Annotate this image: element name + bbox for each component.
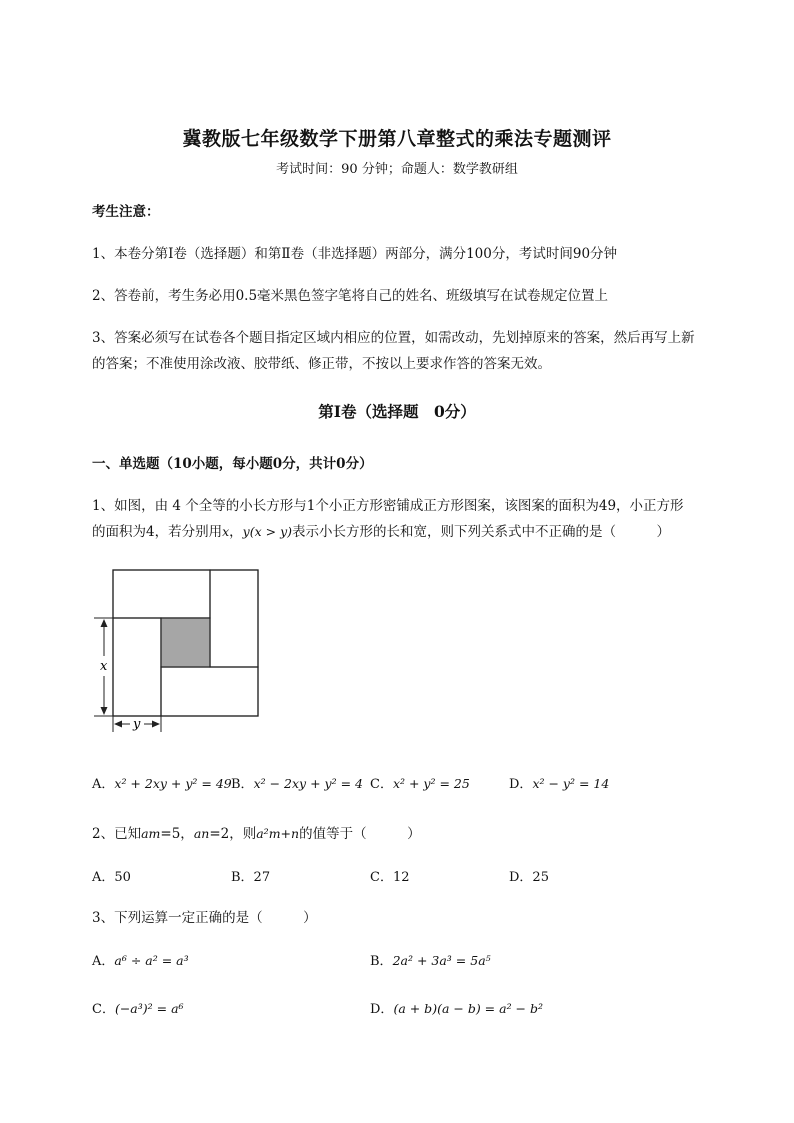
- q3-option-a-label: A．: [92, 954, 115, 969]
- q3-stem: 3、下列运算一定正确的是（ ）: [92, 910, 317, 926]
- q1-option-d[interactable]: [509, 773, 609, 792]
- x-arrow-head-top: [101, 619, 108, 627]
- q1-option-a[interactable]: [92, 773, 232, 792]
- q1-option-a-label: A．: [92, 777, 115, 792]
- notice-item-1: 1、本卷分第Ⅰ卷（选择题）和第Ⅱ卷（非选择题）两部分，满分100分，考试时间90分钟: [92, 246, 618, 262]
- q2-var-an: an: [193, 826, 210, 841]
- q1-option-a-expr: x² + 2xy + y² = 49: [114, 776, 232, 791]
- q1-option-c-expr: x² + y² = 25: [392, 776, 470, 791]
- q1-sep: ，: [229, 524, 243, 540]
- q1-option-b-label: B．: [231, 777, 254, 792]
- q1-var-x: x: [222, 524, 230, 539]
- y-arrow-head-left: [114, 721, 122, 728]
- q1-stem-line2: [92, 520, 670, 540]
- q2-stem-a: 2、已知: [92, 826, 142, 842]
- exam-subtitle: 考试时间：90 分钟；命题人：数学教研组: [276, 162, 518, 177]
- q2-stem-c: =2，则: [209, 826, 257, 842]
- q1-option-d-label: D．: [509, 777, 533, 792]
- y-arrow-head-right: [152, 721, 160, 728]
- q2-stem: [92, 822, 421, 842]
- q2-option-b[interactable]: B．27: [231, 870, 271, 885]
- x-arrow-head-bottom: [101, 707, 108, 715]
- q1-option-c[interactable]: [370, 773, 470, 792]
- q1-option-c-label: C．: [370, 777, 393, 792]
- q1-figure: [90, 562, 270, 738]
- q3-option-b-expr: 2a² + 3a³ = 5a⁵: [392, 953, 491, 968]
- q1-condition: y(x > y): [242, 524, 293, 539]
- q3-option-a-expr: a⁶ ÷ a² = a³: [114, 953, 189, 968]
- q3-option-d-label: D．: [370, 1002, 394, 1017]
- q2-var-am: am: [141, 826, 161, 841]
- figure-rect-right: [210, 570, 258, 667]
- figure-rect-bottom: [161, 667, 258, 716]
- notice-item-3: 3、答案必须写在试卷各个题目指定区域内相应的位置，如需改动，先划掉原来的答案，然后再写上新: [92, 330, 695, 346]
- section-title: 第Ⅰ卷（选择题 0分）: [318, 402, 476, 421]
- figure-label-x: x: [100, 659, 108, 674]
- q3-option-b-label: B．: [370, 954, 393, 969]
- q1-stem-line1: 1、如图，由 4 个全等的小长方形与1个小正方形密铺成正方形图案，该图案的面积为49，小正方形: [92, 498, 684, 514]
- q3-option-b[interactable]: [370, 950, 491, 969]
- q1-option-b[interactable]: [231, 773, 363, 792]
- q2-stem-b: =5，: [160, 826, 194, 842]
- page-title: 冀教版七年级数学下册第八章整式的乘法专题测评: [182, 128, 612, 150]
- notice-item-2: 2、答卷前，考生务必用0.5毫米黑色签字笔将自己的姓名、班级填写在试卷规定位置上: [92, 288, 609, 304]
- q3-option-c[interactable]: [92, 998, 184, 1017]
- q1-option-b-expr: x² − 2xy + y² = 4: [253, 776, 363, 791]
- q3-option-c-expr: (−a³)² = a⁶: [114, 1001, 184, 1016]
- figure-small-square: [161, 618, 210, 667]
- q1-stem-text-b: 表示小长方形的长和宽，则下列关系式中不正确的是（ ）: [292, 524, 671, 540]
- q3-option-d[interactable]: [370, 998, 543, 1017]
- q3-option-d-expr: (a + b)(a − b) = a² − b²: [393, 1001, 544, 1016]
- notice-item-3-cont: 的答案；不准使用涂改液、胶带纸、修正带，不按以上要求作答的答案无效。: [92, 356, 551, 372]
- figure-rect-left: [113, 618, 161, 716]
- q3-option-c-label: C．: [92, 1002, 115, 1017]
- figure-label-y: y: [133, 717, 141, 732]
- q1-option-d-expr: x² − y² = 14: [532, 776, 610, 791]
- q2-expr: a²m+n: [256, 826, 300, 841]
- q3-option-a[interactable]: [92, 950, 189, 969]
- figure-rect-top: [113, 570, 210, 618]
- q1-stem-text-a: 的面积为4，若分别用: [92, 524, 223, 540]
- part-heading: 一、单选题（10小题，每小题0分，共计0分）: [92, 456, 373, 472]
- q2-stem-d: 的值等于（ ）: [299, 826, 421, 842]
- notice-heading: 考生注意：: [92, 204, 160, 220]
- q2-option-c[interactable]: C．12: [370, 870, 410, 885]
- q2-option-d[interactable]: D．25: [509, 870, 549, 885]
- q2-option-a[interactable]: A．50: [92, 870, 131, 885]
